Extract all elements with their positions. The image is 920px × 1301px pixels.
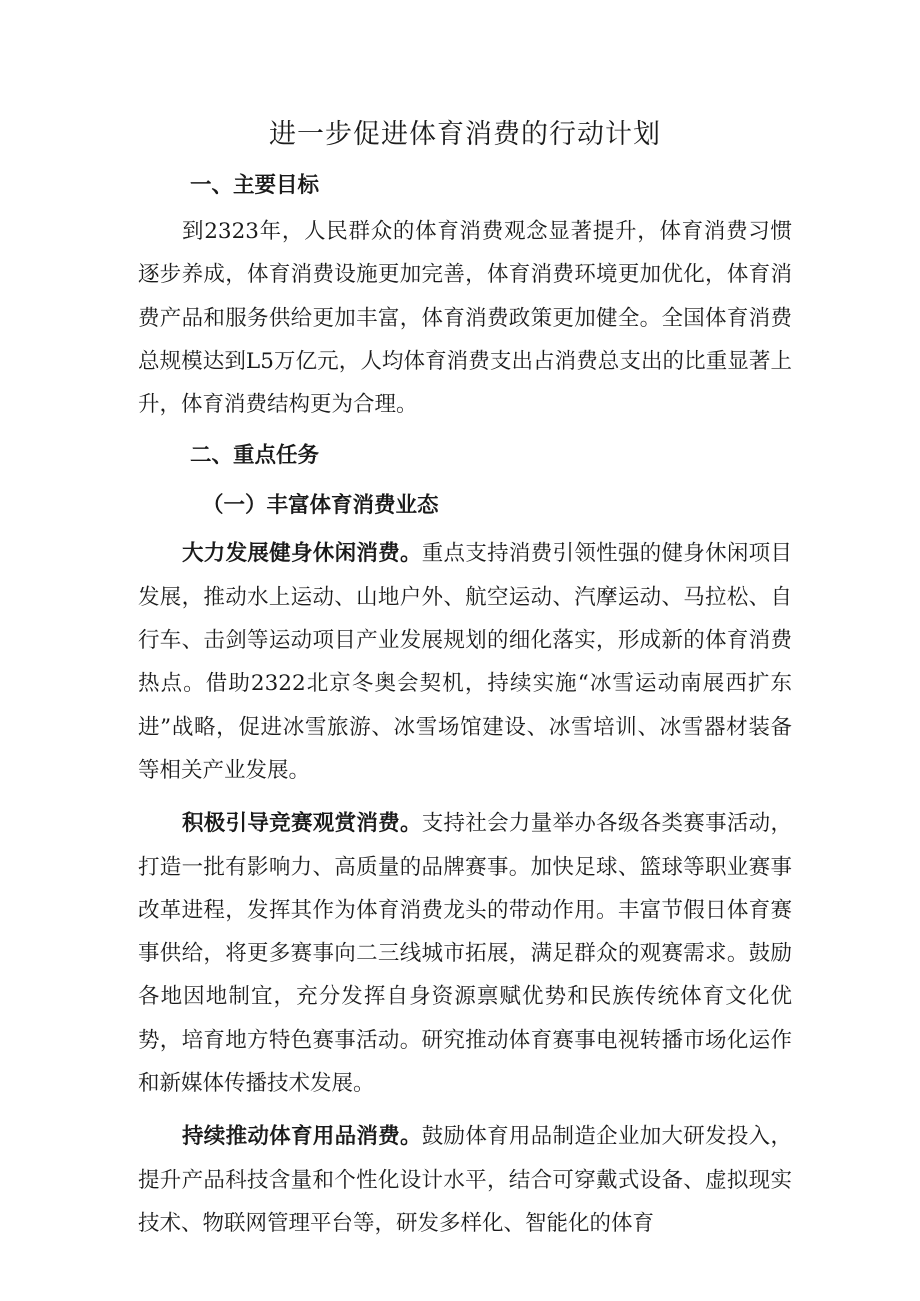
document-page	[138, 108, 792, 1245]
paragraph-body: 鼓励体育用品制造企业加大研发投入，提升产品科技含量和个性化设计水平，结合可穿戴式设备、虚拟现实技术、物联网管理平台等，研发多样化、智能化的体育	[138, 1124, 792, 1236]
paragraph-lead: 大力发展健身休闲消费。	[182, 541, 422, 567]
paragraph-lead: 积极引导竞赛观赏消费。	[182, 811, 422, 837]
spacer	[138, 792, 792, 802]
fitness-leisure-paragraph	[138, 532, 792, 792]
subsection-heading-enrich-consumption: （一）丰富体育消费业态	[202, 493, 439, 519]
section-heading-main-goals: 一、主要目标	[190, 173, 320, 198]
spacer	[138, 1105, 792, 1115]
document-title: 进一步促进体育消费的行动计划	[269, 119, 661, 150]
section-heading-key-tasks: 二、重点任务	[190, 443, 320, 469]
sporting-goods-paragraph	[138, 1115, 792, 1245]
paragraph-body: 重点支持消费引领性强的健身休闲项目发展，推动水上运动、山地户外、航空运动、汽摩运动、马拉松、自行车、击剑等运动项目产业发展规划的细化落实，形成新的体育消费热点。借助2322北京冬奥会契机，持续实施“冰雪运动南展西扩东进”战略，促进冰雪旅游、冰雪场馆建设、冰雪培训、冰雪器材装备等相关产业发展。	[138, 541, 792, 783]
main-goals-paragraph: 到2323年，人民群众的体育消费观念显著提升，体育消费习惯逐步养成，体育消费设施更加完善，体育消费环境更加优化，体育消费产品和服务供给更加丰富，体育消费政策更加健全。全国体育消费总规模达到L5万亿元，人均体育消费支出占消费总支出的比重显著上升，体育消费结构更为合理。	[138, 219, 792, 418]
competition-viewing-paragraph	[138, 802, 792, 1105]
paragraph-body: 支持社会力量举办各级各类赛事活动，打造一批有影响力、高质量的品牌赛事。加快足球、篮球等职业赛事改革进程，发挥其作为体育消费龙头的带动作用。丰富节假日体育赛事供给，将更多赛事向二三线城市拓展，满足群众的观赛需求。鼓励各地因地制宜，充分发挥自身资源禀赋优势和民族传统体育文化优势，培育地方特色赛事活动。研究推动体育赛事电视转播市场化运作和新媒体传播技术发展。	[138, 811, 792, 1097]
paragraph-lead: 持续推动体育用品消费。	[182, 1124, 422, 1150]
